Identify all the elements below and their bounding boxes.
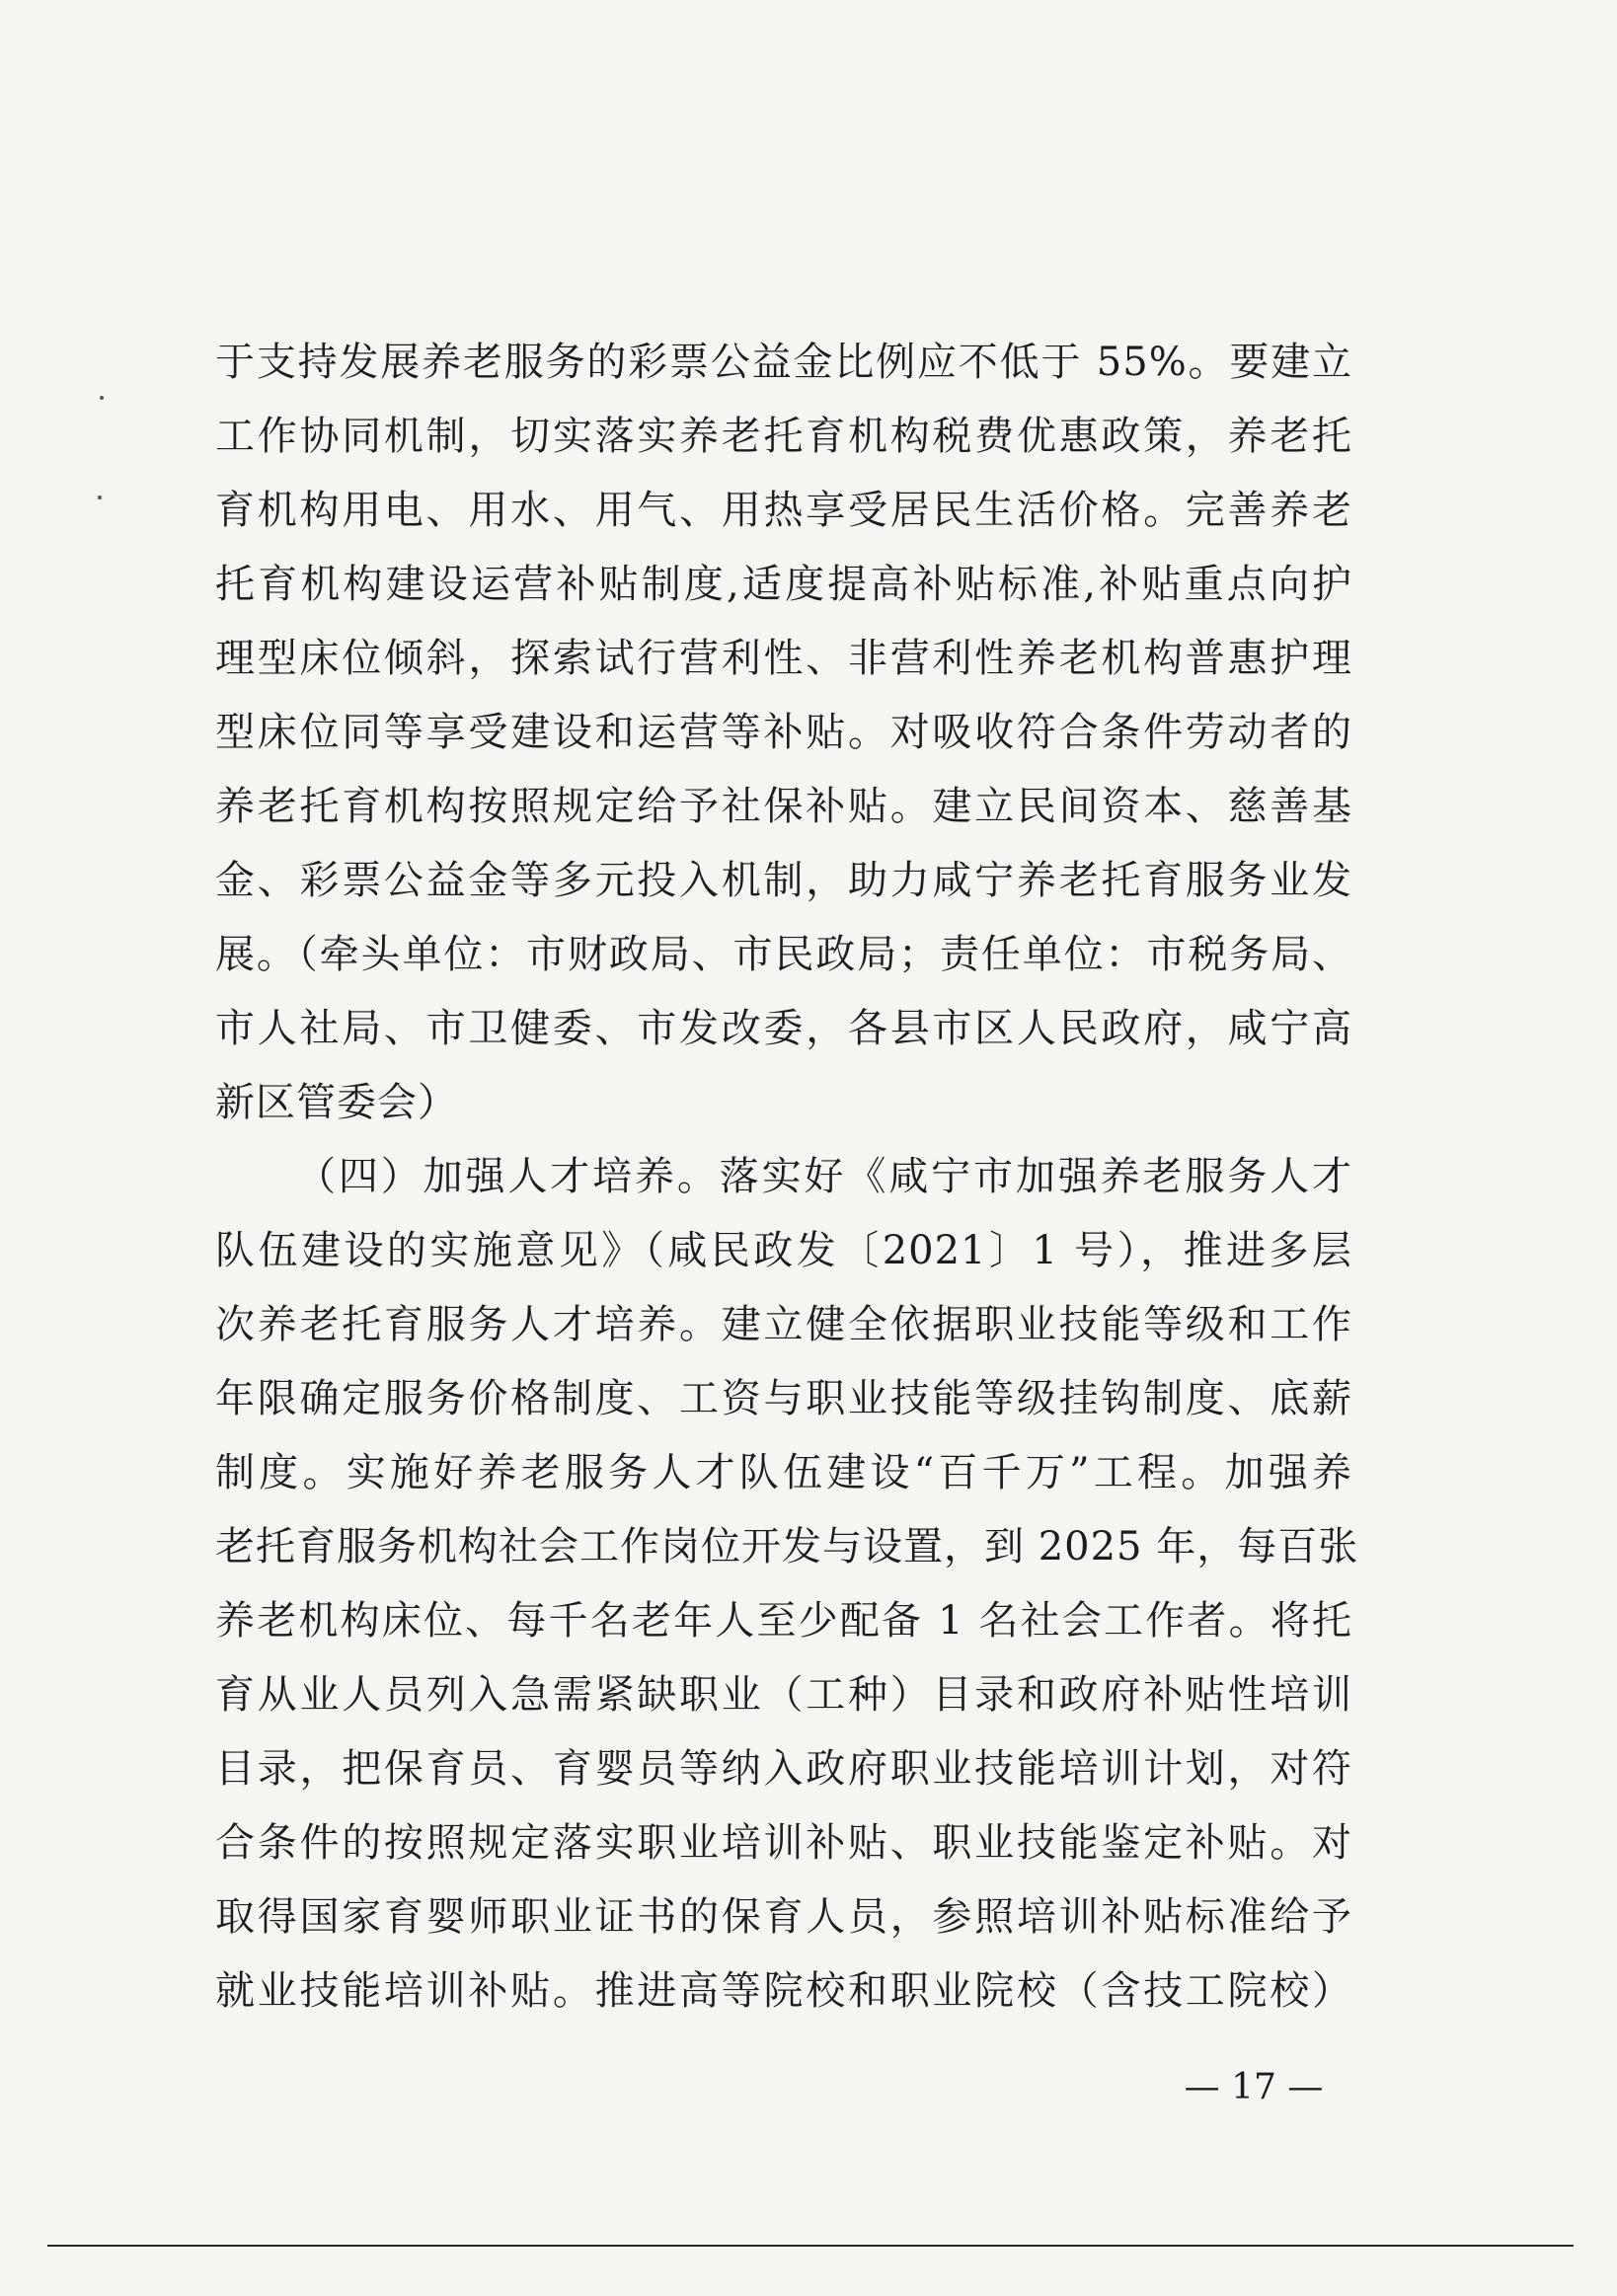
text-line: 合条件的按照规定落实职业培训补贴、职业技能鉴定补贴。对 xyxy=(215,1820,1352,1866)
text-line: 育从业人员列入急需紧缺职业（工种）目录和政府补贴性培训 xyxy=(215,1672,1352,1718)
section-heading-line: （四）加强人才培养。落实好《咸宁市加强养老服务人才 xyxy=(296,1154,1352,1199)
text-line: 于支持发展养老服务的彩票公益金比例应不低于 55%。要建立 xyxy=(215,340,1352,385)
text-line: 养老机构床位、每千名老年人至少配备 1 名社会工作者。将托 xyxy=(215,1598,1352,1644)
text-line: 年限确定服务价格制度、工资与职业技能等级挂钩制度、底薪 xyxy=(215,1376,1352,1421)
body-text xyxy=(215,326,1359,2028)
text-line: 队伍建设的实施意见》（咸民政发〔2021〕1 号），推进多层 xyxy=(215,1228,1352,1273)
text-line: 取得国家育婴师职业证书的保育人员，参照培训补贴标准给予 xyxy=(215,1894,1352,1940)
text-line: 展。（牵头单位：市财政局、市民政局；责任单位：市税务局、 xyxy=(215,932,1352,977)
page-number: — 17 — xyxy=(1184,2067,1324,2107)
bottom-rule xyxy=(47,2245,1574,2247)
text-line: 新区管委会） xyxy=(215,1080,458,1125)
text-line: 制度。实施好养老服务人才队伍建设“百千万”工程。加强养 xyxy=(215,1450,1352,1495)
text-line: 托育机构建设运营补贴制度,适度提高补贴标准,补贴重点向护 xyxy=(215,562,1352,607)
text-line: 工作协同机制，切实落实养老托育机构税费优惠政策，养老托 xyxy=(215,414,1352,459)
text-line: 育机构用电、用水、用气、用热享受居民生活价格。完善养老 xyxy=(215,488,1352,533)
margin-dot xyxy=(100,396,104,400)
text-line: 次养老托育服务人才培养。建立健全依据职业技能等级和工作 xyxy=(215,1302,1352,1347)
text-line: 养老托育机构按照规定给予社保补贴。建立民间资本、慈善基 xyxy=(215,784,1352,829)
margin-dot xyxy=(98,496,102,499)
text-line: 理型床位倾斜，探索试行营利性、非营利性养老机构普惠护理 xyxy=(215,636,1352,681)
text-line: 市人社局、市卫健委、市发改委，各县市区人民政府，咸宁高 xyxy=(215,1006,1352,1051)
text-line: 型床位同等享受建设和运营等补贴。对吸收符合条件劳动者的 xyxy=(215,710,1352,755)
text-line: 就业技能培训补贴。推进高等院校和职业院校（含技工院校） xyxy=(215,1968,1352,2014)
text-line: 老托育服务机构社会工作岗位开发与设置，到 2025 年，每百张 xyxy=(215,1524,1359,1569)
text-line: 金、彩票公益金等多元投入机制，助力咸宁养老托育服务业发 xyxy=(215,858,1352,903)
text-line: 目录，把保育员、育婴员等纳入政府职业技能培训计划，对符 xyxy=(215,1746,1352,1792)
